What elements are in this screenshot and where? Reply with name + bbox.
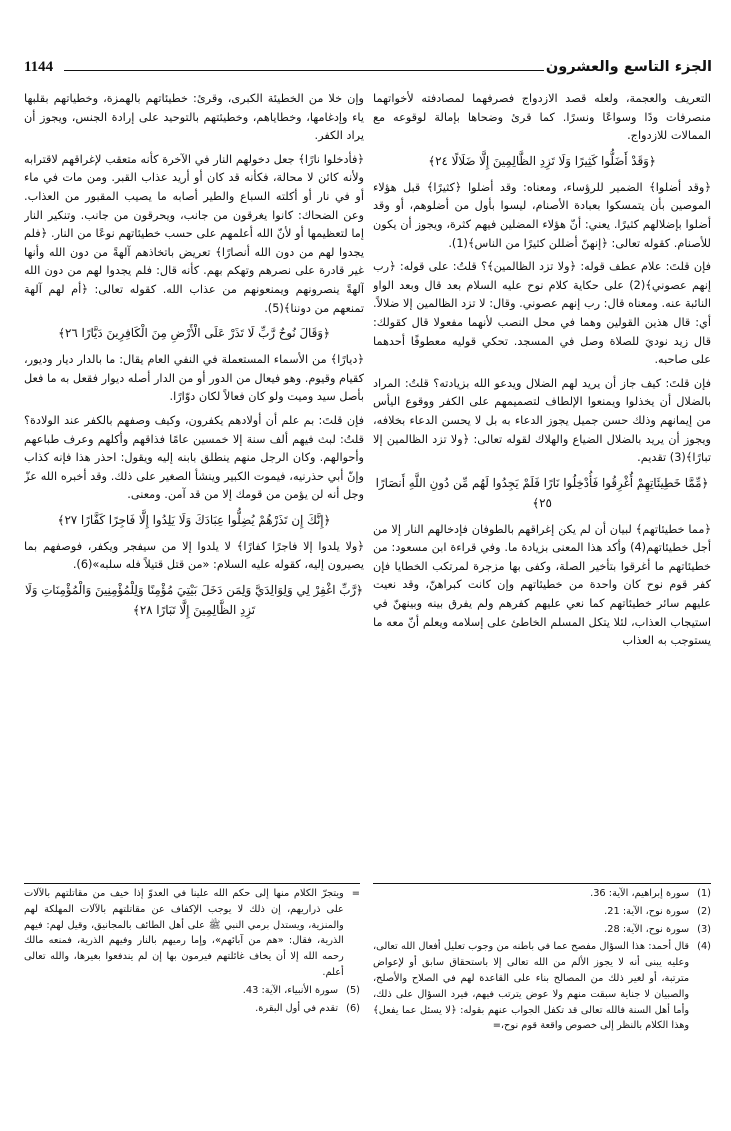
running-title: الجزء التاسع والعشرون <box>545 59 712 75</box>
footnote <box>373 886 711 902</box>
paragraph: ﴿ولا يلدوا إلا فاجرًا كفارًا﴾ لا يلدوا إلا من سيفجر ويكفر، فوصفهم بما يصيرون إليه، كقوله عليه السلام: «من قتل قتيلاً فله سلبه»(6). <box>24 539 364 572</box>
paragraph: التعريف والعجمة، ولعله قصد الازدواج فصرفهما لمصادفته لأخواتهما منصرفات ودًا وسواعًا ونسرًا. كما قرئ وضحاها بإمالة لوقوعه مع الممالات للازدواج. <box>373 92 711 143</box>
header-rule <box>64 70 544 71</box>
paragraph: فإن قلتَ: علام عطف قوله: ﴿ولا تزد الظالمين﴾؟ قلتُ: على قوله: ﴿رب إنهم عصوني﴾(2) على حكاية كلام نوح عليه السلام بعد قال وبعد الواو النائبة عنه. ومعناه قال: رب إنهم عصوني. وقال: لا تزد الظالمين إلا ضلالاً. أي: قال هذين القولين وهما في محل النصب لأنهما مفعولا قال كقولك: قال زيد نوديَ للصلاة وصل في المسجد. تحكي قوليه معطوفًا أحدهما على صاحبه. <box>373 260 711 367</box>
footnote-text: سورة إبراهيم، الآية: 36. <box>590 888 690 899</box>
footnote-rule-right <box>373 883 711 884</box>
footnote-text: سورة نوح، الآية: 28. <box>604 923 690 935</box>
footnote-rule-left <box>24 883 360 884</box>
footnote-text: تقدم في أول البقرة. <box>255 1002 339 1014</box>
right-column <box>373 90 711 870</box>
paragraph: فإن قلتَ: كيف جاز أن يريد لهم الضلال ويدعو الله بزيادته؟ قلتُ: المراد بالضلال أن يخذلوا ويمنعوا الإلطاف لتصميمهم على الكفر ووقوع اليأس من إيمانهم وذلك حسن جميل يجوز الدعاء به بل لا يحسن الدعاء بخلافه، ويجوز أن يريد بالضلال الضياع والهلاك لقوله تعالى: ﴿ولا تزد الظالمين إلا تبارًا﴾(3) تقديم. <box>373 376 711 465</box>
footnote <box>24 886 360 981</box>
footnote <box>373 904 711 920</box>
footnote <box>373 922 711 938</box>
footnote <box>24 1001 360 1017</box>
footnote-text: ويتجرّ الكلام منها إلى حكم الله علينا في العدوّ إذا خيف من مقاتلتهم بالآلات على ذراريهم، إن ذلك لا يوجب الإكفاف عن مقاتلتهم بالآلات المهلكة لهم والمنزية، ويستدل برمي النبي ﷺ على أهل الطائف بالمجانيق، وقيل لهم: فيهم الذرية، فقال: «هم من آبائهم»، وإما رميهم بالنار وفيهم الذرية، فمنعه مالك رحمه الله إلا أن يخاف غائلتهم فيرمون بها إن لم يندفعوا بغيرها، والله تعالى أعلم. <box>24 888 344 978</box>
footnote-number: (1) <box>697 888 711 899</box>
footnotes-right <box>373 886 711 1086</box>
footnote-number: (2) <box>697 905 711 917</box>
paragraph: ﴿ديارًا﴾ من الأسماء المستعملة في النفي العام يقال: ما بالدار ديار وديور، كقيام وقيوم. وهو فيعال من الدور أو من الدار أصله ديوار فقعل به ما فعل بأصل سيد وميت ولو كان فعالاً لكان دوّارًا. <box>24 353 364 404</box>
page-number: 1144 <box>24 59 54 75</box>
footnote-text: سورة الأنبياء، الآية: 43. <box>242 984 339 996</box>
footnotes-left <box>24 886 360 1086</box>
paragraph: ﴿مما خطيئاتهم﴾ لبيان أن لم يكن إغراقهم بالطوفان فإدخالهم النار إلا من أجل خطيئاتهم(4) وأكد هذا المعنى بزيادة ما. وفي قراءة ابن مسعود: من خطيئاتهم ما أغرقوا بتأخير الصلة، وكفى بها مزجرة لمرتكب الخطايا فإن كفر قوم نوح كان واحدة من خطيئاتهم وإن كانت كبراهنّ، وقد نعيت عليهم سائر خطيئاتهم كما نعي عليهم كفرهم ولم يفرق بينه وبينهنّ في استيجاب العذاب، لئلا يتكل المسلم الخاطئ على إسلامه ويعلم أنّ معه ما يستوجب به العذاب <box>373 522 711 648</box>
left-column <box>24 90 364 870</box>
quran-verse: ﴿إِنَّكَ إِن تَذَرْهُمْ يُضِلُّوا عِبَادَكَ وَلَا يَلِدُوا إِلَّا فَاجِرًا كَفَّارًا ٢٧﴾ <box>57 512 331 527</box>
footnote <box>24 983 360 999</box>
footnote-text: سورة نوح، الآية: 21. <box>604 905 690 917</box>
footnote-continuation-mark: = <box>351 888 360 899</box>
paragraph: ﴿وقد أضلوا﴾ الضمير للرؤساء، ومعناه: وقد أضلوا ﴿كثيرًا﴾ قبل هؤلاء الموصين بأن يتمسكوا بعبادة الأصنام، ليسوا بأول من أضلوهم، أو وقد أضلوا بإضلالهم كثيرًا. يعني: أنّ هؤلاء المضلين فيهم كثرة، ويجوز أن يكون للأصنام. كقوله تعالى: ﴿إنهنّ أضللن كثيرًا من الناس﴾(1). <box>373 180 711 250</box>
quran-verse: ﴿مِّمَّا خَطِيئَاتِهِمْ أُغْرِقُوا فَأُدْخِلُوا نَارًا فَلَمْ يَجِدُوا لَهُم مِّن دُونِ اللَّهِ أَنصَارًا ٢٥﴾ <box>375 475 709 510</box>
footnote <box>373 939 711 1034</box>
page-header <box>24 58 712 78</box>
paragraph: ﴿فأدخلوا نارًا﴾ جعل دخولهم النار في الآخرة كأنه متعقب لإغراقهم لاقترابه ولأنه كائن لا محالة، فكأنه قد كان أو أريد عذاب القبر. ومن مات في ماء أو في نار أو أكلته السباع والطير أصابه ما يصيب المقبور من العذاب. وعن الضحاك: كانوا يغرقون من جانب، ويحرقون من جانب. وتنكير النار إما لتعظيمها أو لأنّ الله أعلمهم على حسب خطيئاتهم نوعًا من النار. ﴿فلم يجدوا لهم من دون الله أنصارًا﴾ تعريض باتخاذهم آلهةً من دون الله وأنها غير قادرة على نصرهم وتهكم بهم. كأنه قال: فلم يجدوا لهم من دون الله آلهةً ينصرونهم ويمنعونهم من عذاب الله. كقوله تعالى: ﴿أم لهم آلهة تمنعهم من دوننا﴾(5). <box>24 152 364 315</box>
quran-verse: ﴿رَّبِّ اغْفِرْ لِي وَلِوَالِدَيَّ وَلِمَن دَخَلَ بَيْتِيَ مُؤْمِنًا وَلِلْمُؤْمِنِينَ وَالْمُؤْمِنَاتِ وَلَا تَزِدِ الظَّالِمِينَ إِلَّا تَبَارًا ٢٨﴾ <box>25 583 363 618</box>
footnote-number: (3) <box>697 923 711 935</box>
paragraph: وإن خلا من الخطيئة الكبرى، وقرئ: خطيئاتهم بالهمزة، وخطياتهم بقلبها ياء وإدغامها، وخطاياهم، وخطيئتهم بالتوحيد على إرادة الجنس، ويجوز أن يراد الكفر. <box>24 92 364 143</box>
footnote-number: (5) <box>346 984 360 996</box>
footnote-number: (4) <box>697 941 711 953</box>
quran-verse: ﴿وَقَالَ نُوحٌ رَّبِّ لَا تَذَرْ عَلَى الْأَرْضِ مِنَ الْكَافِرِينَ دَيَّارًا ٢٦﴾ <box>58 326 330 341</box>
footnote-text: قال أحمد: هذا السؤال مفصح عما في باطنه من وجوب تعليل أفعال الله تعالى، وعليه يبنى أنه لا يجوز الألم من الله تعالى إلا باستحقاق سابق أو لإعواض مترتبة، أو لغير ذلك من المصالح بناء على القاعدة لهم في الصلاح والأصلح، والصبيان لا جناية سبقت منهم ولا عوض يترتب فيهم، فيرد السؤال على ذلك، وأما أهل السنة فالله تعالى قد تكفل الجواب عنهم بقوله: ﴿لا يسئل عما يفعل﴾ وهذا الكلام بالنظر إلى خصوص واقعة قوم نوح،= <box>373 941 690 1032</box>
paragraph: فإن قلتَ: بم علم أن أولادهم يكفرون، وكيف وصفهم بالكفر عند الولادة؟ قلتُ: لبث فيهم ألف سنة إلا خمسين عامًا فذاقهم وأكلهم وعرف طباعهم وأحوالهم. وكان الرجل منهم ينطلق بابنه إليه ويقول: احذر هذا فإنه كذاب وإنّ أبي حذرنيه، فيموت الكبير وينشأ الصغير على ذلك. وقد أخبره الله عزّ وجل أنه لن يؤمن من قومك إلا من قد آمن. ومعنى. <box>24 413 364 502</box>
footnote-number: (6) <box>346 1002 360 1014</box>
quran-verse: ﴿وَقَدْ أَضَلُّوا كَثِيرًا وَلَا تَزِدِ الظَّالِمِينَ إِلَّا ضَلَالًا ٢٤﴾ <box>428 153 656 168</box>
